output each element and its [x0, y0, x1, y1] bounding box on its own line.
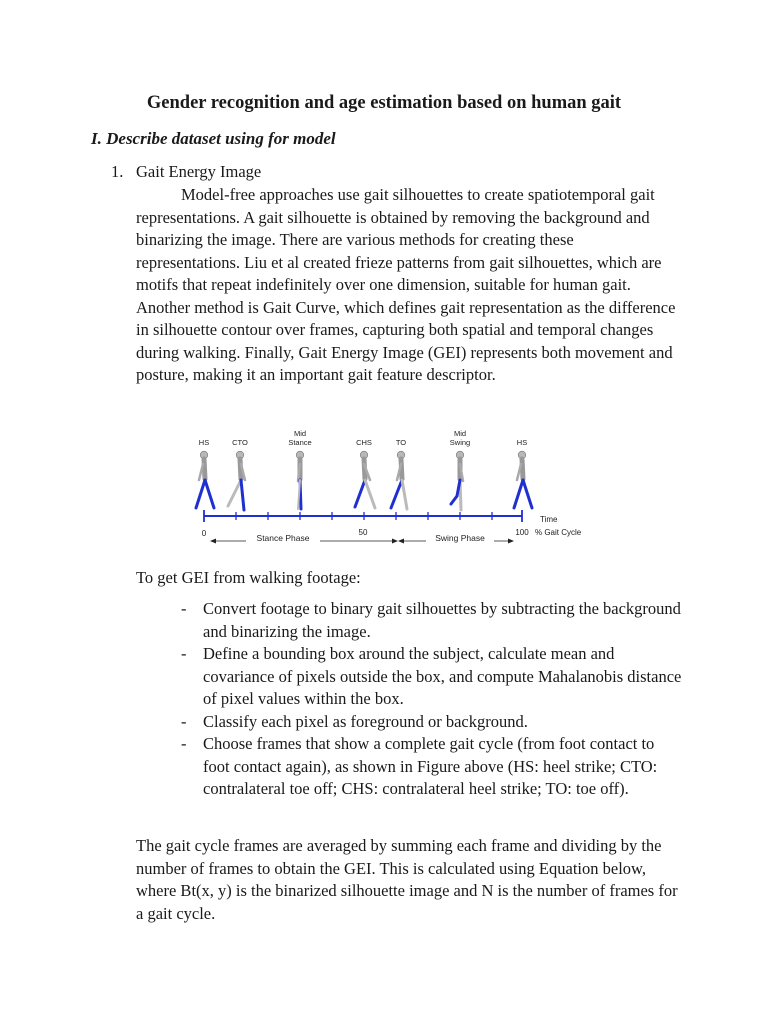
axis-unit-label: % Gait Cycle [535, 528, 582, 537]
phase-label: TO [395, 438, 407, 447]
swing-phase-label: Swing Phase [435, 533, 485, 543]
walker-figure [451, 451, 464, 510]
walker-figure [391, 451, 407, 509]
list-item [178, 711, 683, 734]
list-item [178, 643, 683, 711]
walker-figure [514, 451, 532, 508]
walker-figure [355, 451, 375, 508]
list-item-number: 1. [111, 162, 124, 181]
axis-label-time: Time [540, 515, 558, 524]
phase-label-top: Mid [453, 429, 467, 438]
subsection-title: Gait Energy Image [136, 162, 262, 181]
walking-figures [196, 451, 532, 510]
stance-phase-label: Stance Phase [256, 533, 310, 543]
phase-label-top: Mid [293, 429, 307, 438]
phase-label: Stance [288, 438, 312, 447]
axis-tick-label: 100 [515, 528, 529, 537]
list-item [178, 733, 683, 801]
paragraph-model-free: Model-free approaches use gait silhouettes to create spatiotemporal gait representations. A gait silhouette is obtained by removing the background and binarizing the image. There are various methods for creating these representations. Liu et al created frieze patterns from gait silhouettes, which are motifs that repeat indefinitely over one dimension, suitable for human gait. Another method is Gait Curve, which defines gait representation as the difference in silhouette contour over frames, capturing both spatial and temporal changes during walking. Finally, Gait Energy Image (GEI) represents both movement and posture, making it an important gait feature descriptor. [136, 185, 676, 384]
axis-tick-label: 0 [201, 529, 207, 538]
phase-label: CTO [232, 438, 248, 447]
gei-steps-list [178, 598, 683, 801]
phase-label: HS [516, 438, 528, 447]
list-item-text: Classify each pixel as foreground or background. [203, 711, 528, 731]
list-item-text: Define a bounding box around the subject, calculate mean and covariance of pixels outside the box, and compute Mahalanobis distance of pixel values within the box. [203, 644, 682, 708]
axis-tick-label: 50 [358, 528, 368, 537]
bullet-dash: - [181, 644, 187, 663]
paragraph-gei-average: The gait cycle frames are averaged by summing each frame and dividing by the number of frames to obtain the GEI. This is calculated using Equation below, where Bt(x, y) is the binarized silhouette image and N is the number of frames for a gait cycle. [136, 836, 678, 923]
paragraph-gei-intro: To get GEI from walking footage: [136, 568, 361, 587]
list-item-text: Choose frames that show a complete gait cycle (from foot contact to foot contact again), as shown in Figure above (HS: heel strike; CTO: contralateral toe off; CHS: contralateral heel strike; TO: toe off). [203, 734, 658, 798]
phase-label: CHS [356, 438, 372, 447]
gait-cycle-figure [190, 424, 610, 548]
figure-phase-labels [199, 429, 527, 447]
list-item-text: Convert footage to binary gait silhouettes by subtracting the background and binarizing the image. [203, 599, 681, 641]
phase-label: Swing [449, 438, 471, 447]
list-item [178, 598, 683, 643]
walker-figure [228, 451, 245, 510]
walker-figure [196, 451, 214, 508]
phase-label: HS [198, 438, 210, 447]
walker-figure [296, 451, 304, 509]
bullet-dash: - [181, 734, 187, 753]
section-heading: I. Describe dataset using for model [91, 129, 336, 148]
bullet-dash: - [181, 711, 187, 731]
bullet-dash: - [181, 599, 187, 618]
document-title: Gender recognition and age estimation based on human gait [146, 93, 622, 113]
